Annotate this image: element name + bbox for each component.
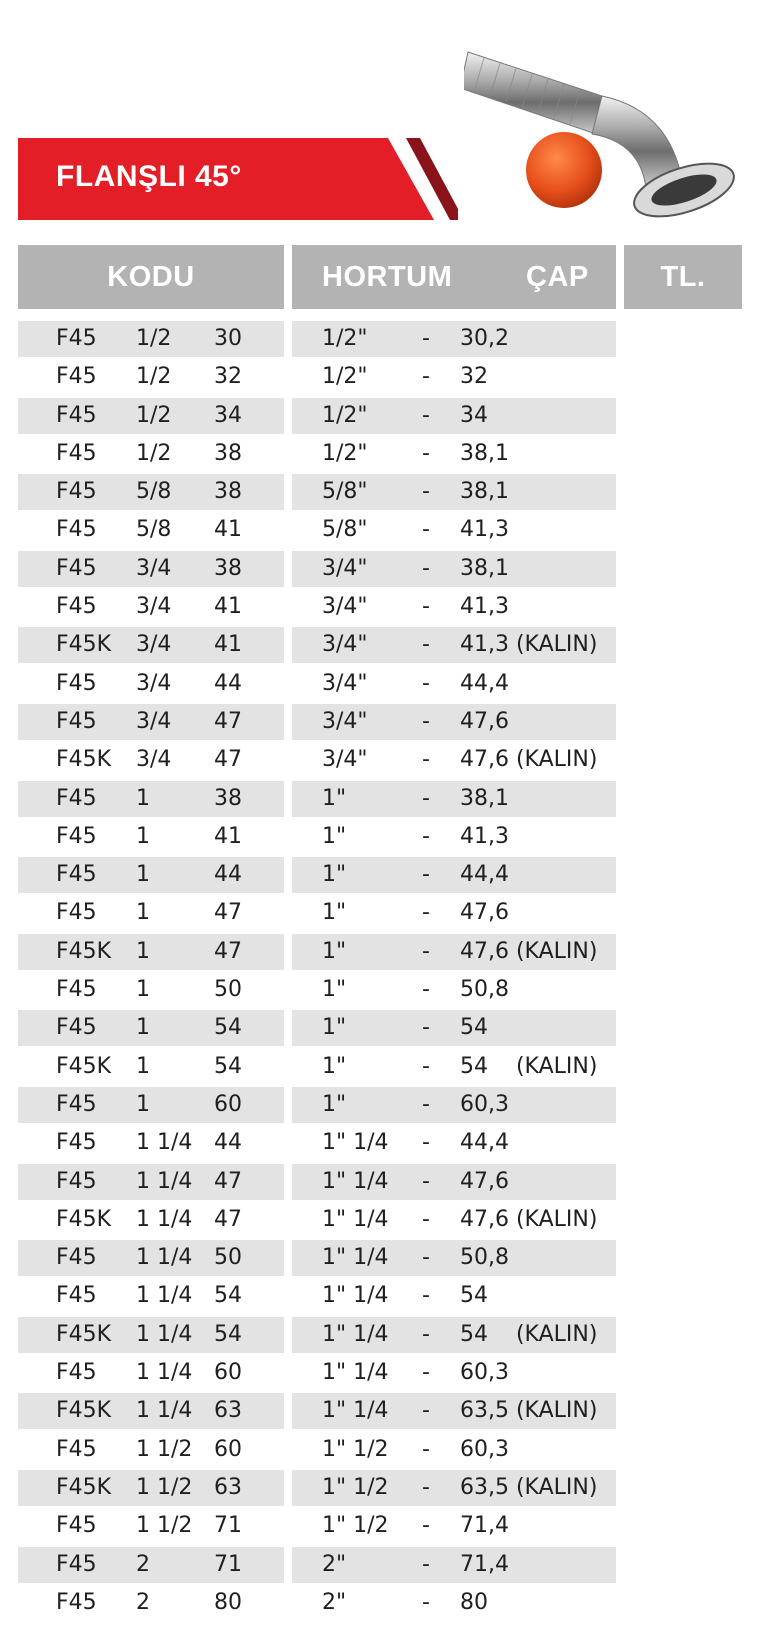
cell-number: 71: [214, 1551, 242, 1577]
cell-dash: -: [422, 440, 430, 466]
cell-cap: 80: [460, 1589, 488, 1615]
cell-size: 1: [136, 1015, 150, 1041]
table-row: [0, 665, 768, 703]
cell-dash: -: [422, 1398, 430, 1424]
cell-dash: -: [422, 747, 430, 773]
cell-size: 1/2: [136, 440, 172, 466]
cell-code: F45: [56, 1436, 97, 1462]
table-row: [0, 856, 768, 894]
cell-dash: -: [422, 364, 430, 390]
cell-number: 47: [214, 1206, 242, 1232]
cell-cap: 38,1: [460, 440, 509, 466]
cell-hortum: 1": [322, 823, 347, 849]
cell-hortum: 1/2": [322, 402, 368, 428]
table-row: [0, 1009, 768, 1047]
cell-dash: -: [422, 1091, 430, 1117]
cell-dash: -: [422, 555, 430, 581]
cell-number: 47: [214, 747, 242, 773]
table-row: [0, 1048, 768, 1086]
table-row: [0, 1163, 768, 1201]
cell-size: 1 1/4: [136, 1245, 193, 1271]
cell-number: 63: [214, 1474, 242, 1500]
cell-code: F45: [56, 708, 97, 734]
cell-size: 1 1/4: [136, 1168, 193, 1194]
cell-hortum: 1": [322, 862, 347, 888]
cell-code: F45: [56, 1245, 97, 1271]
cell-size: 1/2: [136, 402, 172, 428]
cell-cap: 54: [460, 1015, 488, 1041]
cell-cap: 41,3 (KALIN): [460, 632, 598, 658]
cell-cap: 71,4: [460, 1513, 509, 1539]
cell-number: 38: [214, 440, 242, 466]
cell-code: F45K: [56, 632, 112, 658]
cell-hortum: 2": [322, 1551, 347, 1577]
cell-hortum: 3/4": [322, 708, 368, 734]
table-row: [0, 971, 768, 1009]
cell-cap: 50,8: [460, 977, 509, 1003]
table-row: [0, 320, 768, 358]
cell-number: 34: [214, 402, 242, 428]
table-row: [0, 511, 768, 549]
cell-cap: 47,6 (KALIN): [460, 938, 598, 964]
cell-code: F45: [56, 823, 97, 849]
cell-number: 47: [214, 708, 242, 734]
table-row: [0, 1316, 768, 1354]
cell-code: F45: [56, 594, 97, 620]
table-row: [0, 1546, 768, 1584]
cell-number: 50: [214, 977, 242, 1003]
cell-number: 30: [214, 326, 242, 351]
cell-cap: 38,1: [460, 479, 509, 505]
cell-hortum: 3/4": [322, 632, 368, 658]
table-row: [0, 397, 768, 435]
cell-cap: 41,3: [460, 517, 509, 543]
product-table: [0, 320, 768, 1622]
cell-size: 1: [136, 938, 150, 964]
cell-number: 44: [214, 670, 242, 696]
title-banner: [18, 138, 458, 220]
cell-code: F45: [56, 862, 97, 888]
cell-number: 38: [214, 479, 242, 505]
cell-hortum: 1" 1/2: [322, 1436, 389, 1462]
cell-hortum: 1" 1/4: [322, 1283, 389, 1309]
cell-dash: -: [422, 1360, 430, 1386]
cell-hortum: 1": [322, 977, 347, 1003]
cell-hortum: 1" 1/4: [322, 1398, 389, 1424]
table-row: [0, 1239, 768, 1277]
cell-hortum: 5/8": [322, 479, 368, 505]
cell-cap: 41,3: [460, 823, 509, 849]
cell-size: 1: [136, 1053, 150, 1079]
cell-dash: -: [422, 1168, 430, 1194]
cell-hortum: 1": [322, 1015, 347, 1041]
cell-size: 2: [136, 1589, 150, 1615]
cell-hortum: 1/2": [322, 326, 368, 351]
cell-number: 63: [214, 1398, 242, 1424]
cell-code: F45K: [56, 1206, 112, 1232]
cell-size: 1: [136, 823, 150, 849]
cell-number: 38: [214, 555, 242, 581]
cell-code: F45: [56, 364, 97, 390]
cell-number: 60: [214, 1436, 242, 1462]
cell-number: 44: [214, 862, 242, 888]
cell-hortum: 2": [322, 1589, 347, 1615]
header-tl: TL.: [624, 245, 742, 309]
cell-hortum: 1" 1/4: [322, 1130, 389, 1156]
cell-number: 38: [214, 785, 242, 811]
cell-code: F45: [56, 1360, 97, 1386]
cell-size: 3/4: [136, 708, 172, 734]
cell-code: F45K: [56, 1398, 112, 1424]
cell-hortum: 3/4": [322, 555, 368, 581]
cell-hortum: 1" 1/2: [322, 1474, 389, 1500]
cell-size: 1 1/2: [136, 1436, 193, 1462]
cell-hortum: 1" 1/2: [322, 1513, 389, 1539]
cell-dash: -: [422, 862, 430, 888]
table-row: [0, 894, 768, 932]
cell-size: 3/4: [136, 670, 172, 696]
cell-dash: -: [422, 708, 430, 734]
cell-code: F45K: [56, 747, 112, 773]
cell-cap: 54 (KALIN): [460, 1053, 598, 1079]
table-row: [0, 741, 768, 779]
cell-code: F45: [56, 1283, 97, 1309]
cell-code: F45: [56, 1015, 97, 1041]
cell-cap: 34: [460, 402, 488, 428]
table-row: [0, 1354, 768, 1392]
cell-cap: 30,2: [460, 326, 509, 351]
table-row: [0, 588, 768, 626]
cell-dash: -: [422, 326, 430, 351]
cell-dash: -: [422, 517, 430, 543]
cell-dash: -: [422, 402, 430, 428]
table-row: [0, 473, 768, 511]
cell-code: F45: [56, 1091, 97, 1117]
cell-hortum: 1" 1/4: [322, 1360, 389, 1386]
cell-size: 1/2: [136, 364, 172, 390]
header-hortum-cap: [292, 245, 616, 309]
cell-hortum: 5/8": [322, 517, 368, 543]
table-row: [0, 1277, 768, 1315]
cell-code: F45: [56, 1551, 97, 1577]
cell-code: F45: [56, 1513, 97, 1539]
cell-number: 41: [214, 823, 242, 849]
cell-cap: 50,8: [460, 1245, 509, 1271]
table-row: [0, 358, 768, 396]
table-row: [0, 1584, 768, 1622]
cell-code: F45: [56, 440, 97, 466]
cell-size: 1 1/4: [136, 1398, 193, 1424]
cell-dash: -: [422, 1321, 430, 1347]
cell-cap: 41,3: [460, 594, 509, 620]
table-row: [0, 1507, 768, 1545]
cell-code: F45: [56, 670, 97, 696]
cell-size: 1/2: [136, 326, 172, 351]
cell-size: 3/4: [136, 594, 172, 620]
cell-number: 32: [214, 364, 242, 390]
cell-number: 47: [214, 900, 242, 926]
cell-dash: -: [422, 1283, 430, 1309]
table-row: [0, 435, 768, 473]
cell-dash: -: [422, 1436, 430, 1462]
cell-dash: -: [422, 1015, 430, 1041]
cell-dash: -: [422, 1513, 430, 1539]
cell-size: 1 1/4: [136, 1130, 193, 1156]
table-row: [0, 1392, 768, 1430]
cell-hortum: 1" 1/4: [322, 1245, 389, 1271]
cell-code: F45: [56, 1130, 97, 1156]
cell-code: F45K: [56, 938, 112, 964]
cell-hortum: 1/2": [322, 440, 368, 466]
cell-dash: -: [422, 1474, 430, 1500]
cell-size: 3/4: [136, 632, 172, 658]
cell-code: F45K: [56, 1053, 112, 1079]
cell-dash: -: [422, 479, 430, 505]
cell-hortum: 1/2": [322, 364, 368, 390]
cell-size: 1: [136, 977, 150, 1003]
table-row: [0, 626, 768, 664]
table-row: [0, 703, 768, 741]
cell-cap: 63,5 (KALIN): [460, 1474, 598, 1500]
cell-number: 54: [214, 1283, 242, 1309]
table-row: [0, 1431, 768, 1469]
cell-dash: -: [422, 823, 430, 849]
cell-dash: -: [422, 1130, 430, 1156]
cell-dash: -: [422, 632, 430, 658]
table-row: [0, 780, 768, 818]
cell-hortum: 1" 1/4: [322, 1168, 389, 1194]
cell-code: F45: [56, 1168, 97, 1194]
cell-code: F45: [56, 402, 97, 428]
table-row: [0, 1201, 768, 1239]
cell-size: 5/8: [136, 517, 172, 543]
cell-code: F45: [56, 785, 97, 811]
cell-code: F45K: [56, 1321, 112, 1347]
cell-number: 47: [214, 1168, 242, 1194]
cell-code: F45: [56, 1589, 97, 1615]
cell-size: 1 1/2: [136, 1474, 193, 1500]
cell-cap: 63,5 (KALIN): [460, 1398, 598, 1424]
cell-size: 1: [136, 1091, 150, 1117]
cell-number: 60: [214, 1360, 242, 1386]
cell-hortum: 1": [322, 900, 347, 926]
cell-size: 1 1/2: [136, 1513, 193, 1539]
flanged-45-fitting-image: [464, 30, 754, 220]
cell-size: 1 1/4: [136, 1321, 193, 1347]
cell-dash: -: [422, 1551, 430, 1577]
cell-number: 80: [214, 1589, 242, 1615]
cell-dash: -: [422, 1245, 430, 1271]
cell-cap: 60,3: [460, 1360, 509, 1386]
cell-number: 47: [214, 938, 242, 964]
cell-number: 60: [214, 1091, 242, 1117]
cell-code: F45: [56, 900, 97, 926]
header-hortum: HORTUM: [322, 261, 453, 293]
cell-cap: 47,6 (KALIN): [460, 1206, 598, 1232]
cell-number: 71: [214, 1513, 242, 1539]
cell-dash: -: [422, 977, 430, 1003]
cell-cap: 54: [460, 1283, 488, 1309]
cell-cap: 47,6: [460, 1168, 509, 1194]
cell-number: 54: [214, 1015, 242, 1041]
cell-cap: 60,3: [460, 1091, 509, 1117]
cell-hortum: 1": [322, 1091, 347, 1117]
cell-dash: -: [422, 1206, 430, 1232]
cell-hortum: 1" 1/4: [322, 1321, 389, 1347]
cell-dash: -: [422, 1589, 430, 1615]
header-cap: ÇAP: [526, 261, 589, 293]
cell-number: 54: [214, 1321, 242, 1347]
table-row: [0, 1469, 768, 1507]
cell-cap: 47,6: [460, 900, 509, 926]
cell-hortum: 1": [322, 938, 347, 964]
cell-number: 44: [214, 1130, 242, 1156]
cell-dash: -: [422, 594, 430, 620]
cell-size: 1: [136, 785, 150, 811]
cell-size: 1: [136, 862, 150, 888]
cell-number: 50: [214, 1245, 242, 1271]
cell-cap: 54 (KALIN): [460, 1321, 598, 1347]
cell-hortum: 3/4": [322, 747, 368, 773]
table-row: [0, 1124, 768, 1162]
cell-size: 1: [136, 900, 150, 926]
cell-size: 1 1/4: [136, 1283, 193, 1309]
cell-hortum: 1": [322, 1053, 347, 1079]
cell-number: 41: [214, 632, 242, 658]
cell-dash: -: [422, 785, 430, 811]
cell-code: F45: [56, 555, 97, 581]
cell-dash: -: [422, 1053, 430, 1079]
page-title: FLANŞLI 45°: [56, 160, 242, 193]
header-kodu: KODU: [18, 245, 284, 309]
cell-size: 2: [136, 1551, 150, 1577]
cell-hortum: 3/4": [322, 594, 368, 620]
cell-cap: 32: [460, 364, 488, 390]
cell-size: 3/4: [136, 747, 172, 773]
cell-number: 41: [214, 517, 242, 543]
cell-cap: 44,4: [460, 1130, 509, 1156]
cell-number: 54: [214, 1053, 242, 1079]
cell-dash: -: [422, 900, 430, 926]
cell-code: F45: [56, 977, 97, 1003]
cell-size: 1 1/4: [136, 1360, 193, 1386]
cell-code: F45K: [56, 1474, 112, 1500]
cell-cap: 44,4: [460, 862, 509, 888]
cell-code: F45: [56, 479, 97, 505]
cell-code: F45: [56, 517, 97, 543]
cell-code: F45: [56, 326, 97, 351]
table-row: [0, 1086, 768, 1124]
cell-number: 41: [214, 594, 242, 620]
table-row: [0, 550, 768, 588]
cell-cap: 38,1: [460, 785, 509, 811]
cell-size: 1 1/4: [136, 1206, 193, 1232]
cell-hortum: 3/4": [322, 670, 368, 696]
cell-cap: 60,3: [460, 1436, 509, 1462]
cell-cap: 38,1: [460, 555, 509, 581]
cell-hortum: 1" 1/4: [322, 1206, 389, 1232]
cell-cap: 44,4: [460, 670, 509, 696]
cell-cap: 47,6: [460, 708, 509, 734]
table-row: [0, 933, 768, 971]
cell-dash: -: [422, 670, 430, 696]
cell-size: 5/8: [136, 479, 172, 505]
cell-cap: 71,4: [460, 1551, 509, 1577]
cell-dash: -: [422, 938, 430, 964]
table-row: [0, 818, 768, 856]
cell-size: 3/4: [136, 555, 172, 581]
cell-hortum: 1": [322, 785, 347, 811]
cell-cap: 47,6 (KALIN): [460, 747, 598, 773]
